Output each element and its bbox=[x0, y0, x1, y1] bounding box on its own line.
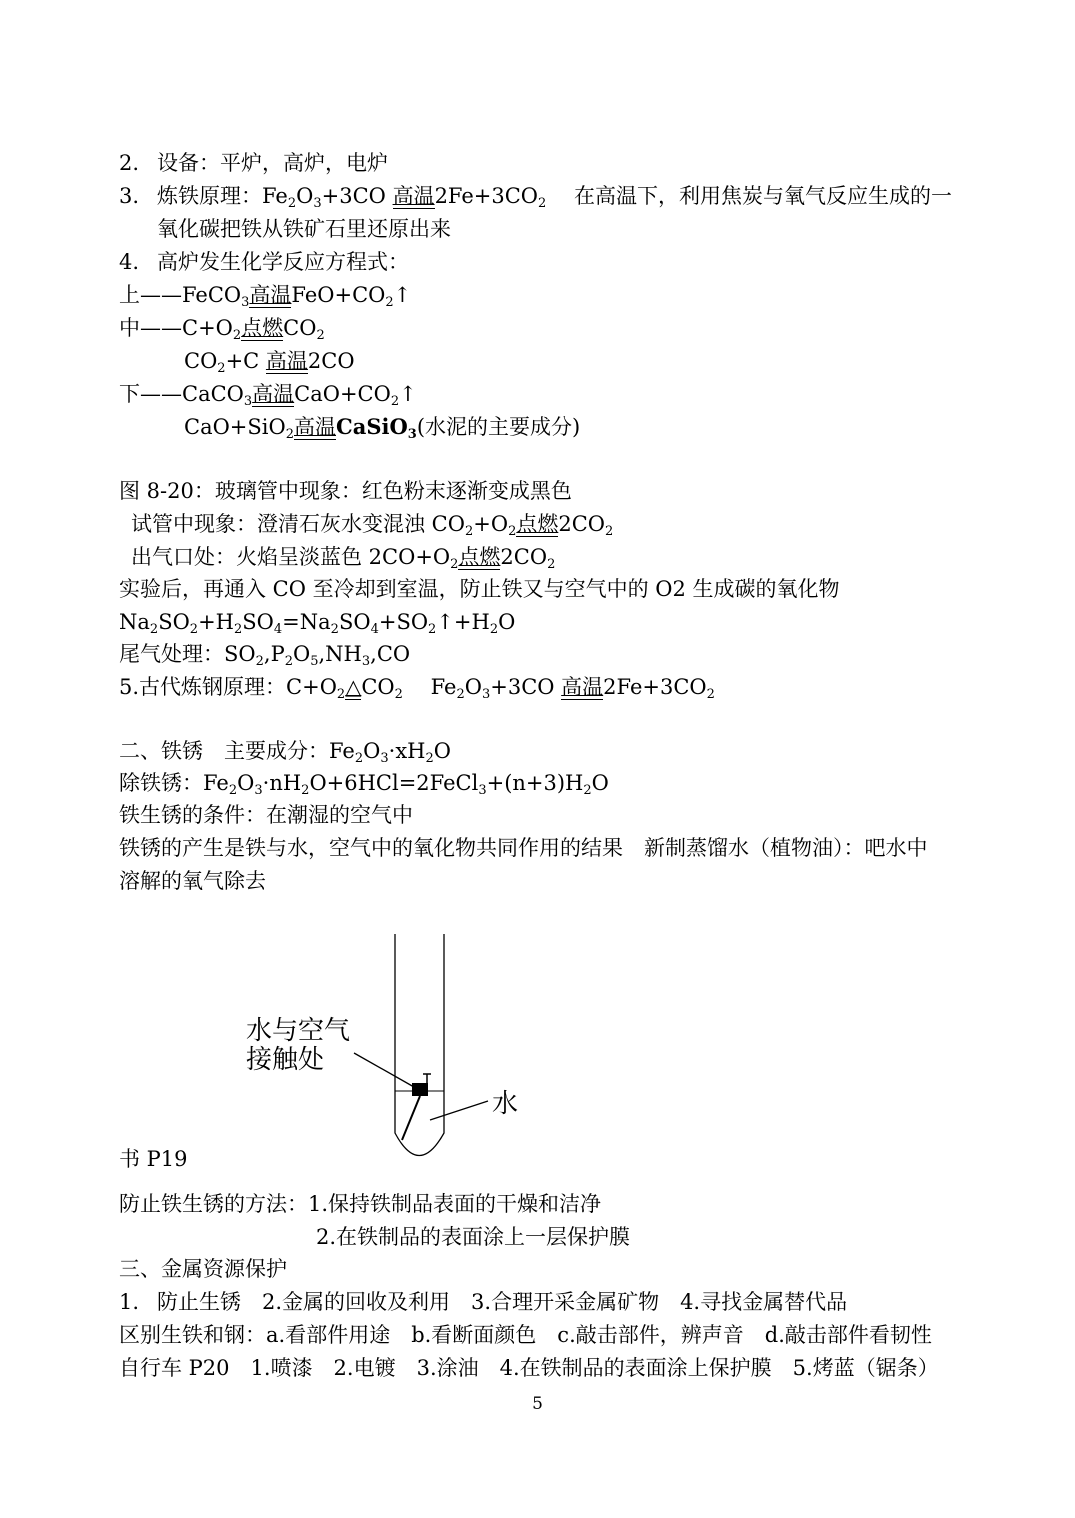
contact-label-line-2: 接触处 bbox=[246, 1045, 325, 1075]
rust-conditions: 铁生锈的条件：在潮湿的空气中 bbox=[119, 803, 413, 827]
outlet-phenomenon: 出气口处：火焰呈淡蓝色 $2CO+O_2$点燃$2CO_2$ bbox=[131, 545, 556, 572]
lower-reaction-1: 下——CaCO$_3$高温$CaO+CO_2↑$ bbox=[119, 382, 417, 409]
prevention-method-1: 防止铁生锈的方法：1.保持铁制品表面的干燥和洁净 bbox=[119, 1192, 602, 1216]
sulfite-equation: $Na_2SO_2+H_2SO_4=Na_2SO_4+SO_2↑+H_2O$ bbox=[119, 610, 516, 637]
label-pointer-water bbox=[430, 1101, 488, 1120]
middle-reaction-1: 中$——C+O_2$点燃$CO_2$ bbox=[119, 316, 325, 343]
item-4-text: 高炉发生化学反应方程式： bbox=[157, 250, 409, 274]
item-2-text: 设备：平炉，高炉，电炉 bbox=[157, 151, 388, 175]
item-3-text: 炼铁原理：$Fe_2O_3+3CO$ 高温$2Fe+3CO_2$ 在高温下，利用焦炭与氧气反应生成的一 bbox=[157, 184, 952, 211]
item-3-number: 3. bbox=[119, 184, 140, 208]
bicycle-protection: 自行车 P20 1.喷漆 2.电镀 3.涂油 4.在铁制品的表面涂上保护膜 5.烤蓝（锯条） bbox=[119, 1356, 939, 1380]
label-pointer-contact bbox=[354, 1053, 414, 1087]
iron-nail bbox=[402, 1096, 420, 1140]
protection-number: 1. bbox=[119, 1290, 140, 1314]
rust-removal: 除铁锈：$Fe_2O_3\cdot nH_2O+6HCl=2FeCl_3+(n+3)H_2O$ bbox=[119, 771, 609, 798]
section-resource-protection: 三、金属资源保护 bbox=[119, 1257, 287, 1281]
water-label: 水 bbox=[492, 1089, 519, 1119]
test-tube-outline bbox=[395, 934, 444, 1156]
page-number: 5 bbox=[532, 1394, 543, 1414]
book-reference: 书 P19 bbox=[119, 1147, 188, 1171]
tail-gas-treatment: 尾气处理：$SO_2,P_2O_5,NH_3,CO$ bbox=[119, 642, 411, 669]
protection-measures: 防止生锈 2.金属的回收及利用 3.合理开采金属矿物 4.寻找金属替代品 bbox=[157, 1290, 848, 1314]
contact-label-line-1: 水与空气 bbox=[246, 1016, 351, 1046]
item-3-continued: 氧化碳把铁从铁矿石里还原出来 bbox=[157, 217, 451, 241]
contact-point-block bbox=[412, 1083, 428, 1096]
ancient-steelmaking: 5.古代炼钢原理：$C+O_2\triangle CO_2$ $Fe_2O_3+3CO$ 高温$2Fe+3CO_2$ bbox=[119, 675, 715, 702]
distinguish-iron-steel: 区别生铁和钢：a.看部件用途 b.看断面颜色 c.敲击部件，辨声音 d.敲击部件看韧性 bbox=[119, 1323, 932, 1347]
prevention-method-2: 2.在铁制品的表面涂上一层保护膜 bbox=[316, 1225, 631, 1249]
condition-high-temp: 高温 bbox=[392, 184, 435, 208]
rust-cause-line-2: 溶解的氧气除去 bbox=[119, 869, 266, 893]
test-tube-diagram bbox=[230, 928, 550, 1168]
item-4-number: 4. bbox=[119, 250, 140, 274]
item-2: 2. bbox=[119, 151, 140, 175]
lower-reaction-2: CaO+SiO$_2$高温CaSiO$_3$(水泥的主要成分) bbox=[184, 414, 581, 442]
rust-cause-line-1: 铁锈的产生是铁与水，空气中的氧化物共同作用的结果 新制蒸馏水（植物油）：吧水中 bbox=[119, 836, 928, 860]
section-rust-heading: 二、铁锈 主要成分：$Fe_2O_3\cdot xH_2O$ bbox=[119, 739, 451, 766]
middle-reaction-2: $CO_2+C$ 高温2CO bbox=[184, 349, 355, 376]
after-experiment: 实验后，再通入 CO 至冷却到室温，防止铁又与空气中的 O2 生成碳的氧化物 bbox=[119, 577, 840, 601]
upper-reaction: 上——FeCO$_3$高温$FeO+CO_2↑$ bbox=[119, 283, 412, 310]
figure-8-20-line: 图 8-20：玻璃管中现象：红色粉末逐渐变成黑色 bbox=[119, 479, 572, 503]
test-tube-phenomenon: 试管中现象：澄清石灰水变混浊 $CO_2+O_2$点燃$2CO_2$ bbox=[131, 512, 614, 539]
